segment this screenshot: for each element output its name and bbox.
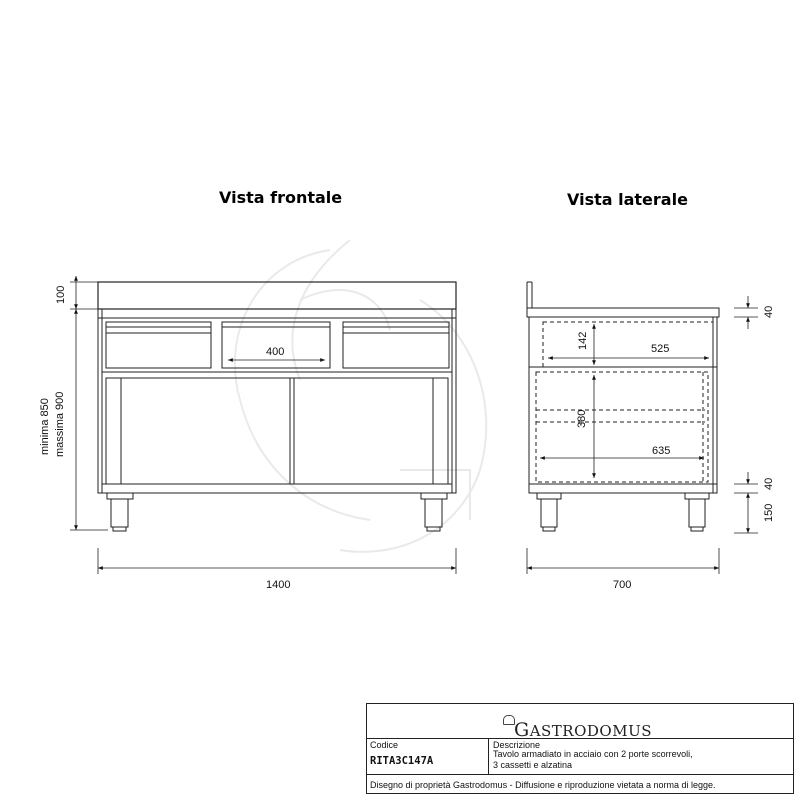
side-upstand-label: 40 — [763, 305, 775, 318]
front-body — [98, 309, 456, 493]
side-width-label: 700 — [613, 579, 632, 591]
front-door-right — [433, 378, 448, 484]
side-cabinet — [536, 372, 708, 482]
side-inner-depth-label: 635 — [652, 445, 671, 457]
code-label: Codice — [370, 740, 399, 750]
copyright-footer: Disegno di proprietà Gastrodomus - Diffusione e riproduzione vietata a norma di legge. — [370, 780, 716, 790]
side-drawer-height-label: 142 — [577, 331, 589, 350]
side-view-title: Vista laterale — [567, 190, 688, 209]
brand-row — [367, 704, 793, 739]
side-foot-right — [685, 493, 709, 499]
code-description-row — [367, 739, 793, 775]
front-width-label: 1400 — [266, 579, 291, 591]
description-text — [493, 749, 783, 771]
code-cell — [367, 739, 489, 774]
description-label: Descrizione — [493, 740, 541, 750]
description-line-1: Tavolo armadiato in acciaio con 2 porte scorrevoli, — [493, 749, 693, 759]
watermark-logo — [235, 240, 486, 552]
front-drawer-left — [106, 322, 211, 368]
side-drawer — [543, 322, 713, 367]
front-dimensions — [70, 276, 456, 574]
front-top-height-label: 100 — [55, 285, 67, 304]
side-worktop — [527, 308, 719, 317]
front-foot-left-leg — [111, 499, 128, 527]
front-drawer-center — [222, 322, 330, 368]
side-foot-left — [537, 493, 561, 499]
front-door-left — [106, 378, 121, 484]
front-view — [98, 282, 456, 531]
side-foot-left-leg — [541, 499, 557, 527]
front-foot-right-leg — [425, 499, 442, 527]
front-foot-left — [107, 493, 133, 499]
front-worktop — [98, 282, 456, 309]
side-inner-height-label: 380 — [576, 409, 588, 428]
front-height-min-label: minima 850 — [39, 398, 51, 455]
front-foot-right — [421, 493, 447, 499]
front-drawer-width-label: 400 — [266, 346, 285, 358]
brand-logo: GASTRODOMUS — [514, 719, 652, 741]
side-body — [529, 317, 717, 493]
front-view-title: Vista frontale — [219, 188, 343, 207]
side-foot-right-leg — [689, 499, 705, 527]
description-line-2: 3 cassetti e alzatina — [493, 760, 573, 770]
title-block — [366, 703, 794, 794]
side-dimensions — [527, 296, 758, 574]
side-view — [527, 282, 719, 531]
code-value: RITA3C147A — [370, 755, 434, 767]
front-drawer-right — [343, 322, 449, 368]
side-bottom-shelf-label: 40 — [763, 477, 775, 490]
front-height-max-label: massima 900 — [54, 391, 66, 457]
side-feet-height-label: 150 — [763, 503, 775, 522]
side-drawer-depth-label: 525 — [651, 343, 670, 355]
